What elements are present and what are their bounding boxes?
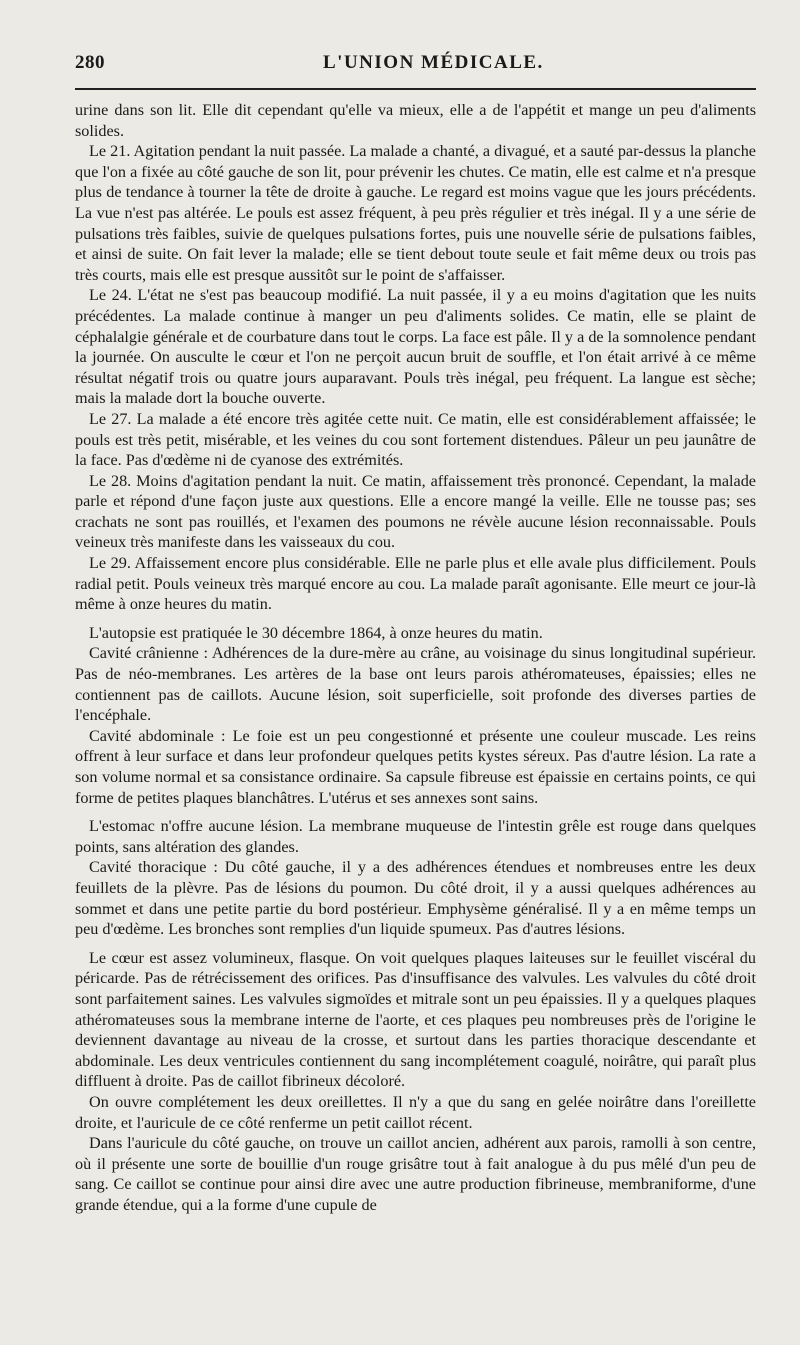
paragraph: Cavité thoracique : Du côté gauche, il y a des adhérences étendues et nombreuses entre les deux feuillets de la plèvre. Pas de lésions du poumon. Du côté droit, il y a aussi quelques adhérences au sommet et dans une petite partie du bord postérieur. Emphysème généralisé. Il y a en même temps un peu d'œdème. Les bronches sont remplies d'un liquide spumeux. Pas d'autres lésions. — [75, 858, 756, 939]
paragraph: Le 28. Moins d'agitation pendant la nuit. Ce matin, affaissement très prononcé. Cependant, la malade parle et répond d'une façon juste aux questions. Elle a encore mangé la veille. Elle ne tousse pas; ses crachats ne sont pas rouillés, et l'examen des poumons ne révèle aucune lésion reconnaissable. Pouls veineux très manifeste dans les vaisseaux du cou. — [75, 471, 756, 552]
paragraph: Le 27. La malade a été encore très agitée cette nuit. Ce matin, elle est considérablement affaissée; le pouls est très petit, misérable, et les veines du cou sont fortement distendues. Pâleur un peu jaunâtre de la face. Pas d'œdème ni de cyanose des extrémités. — [75, 409, 756, 470]
running-header — [75, 52, 756, 74]
paragraph: On ouvre complétement les deux oreillettes. Il n'y a que du sang en gelée noirâtre dans l'oreillette droite, et l'auricule de ce côté renferme un petit caillot récent. — [75, 1092, 756, 1132]
paragraph: Cavité abdominale : Le foie est un peu congestionné et présente une couleur muscade. Les reins offrent à leur surface et dans leur profondeur quelques petits kystes séreux. Pas d'autre lésion. La rate a son volume normal et sa consistance ordinaire. Sa capsule fibreuse est épaissie en certains points, ce qui forme de petites plaques blanchâtres. L'utérus et ses annexes sont sains. — [75, 726, 756, 807]
paragraph: Le cœur est assez volumineux, flasque. On voit quelques plaques laiteuses sur le feuillet viscéral du péricarde. Pas de rétrécissement des orifices. Pas d'insuffisance des valvules. Les valvules du côté droit sont parfaitement saines. Les valvules sigmoïdes et mitrale sont un peu épaissies. Il y a quelques plaques athéromateuses sous la membrane interne de l'aorte, et ces plaques peu nombreuses près de l'origine le deviennent davantage au niveau de la crosse, et surtout dans les parties thoracique descendante et abdominale. Les deux ventricules contiennent du sang incomplétement coagulé, noirâtre, qui paraît plus diffluent à droite. Pas de caillot fibrineux décoloré. — [75, 948, 756, 1091]
paragraph: Le 21. Agitation pendant la nuit passée. La malade a chanté, a divagué, et a sauté par-dessus la planche que l'on a fixée au côté gauche de son lit, pour prévenir les chutes. Ce matin, elle est calme et n'a presque plus de tendance à tourner la tête de droite à gauche. Le regard est moins vague que les jours précédents. La vue n'est pas altérée. Le pouls est assez fréquent, à peu près régulier et très inégal. Il y a une série de pulsations très faibles, suivie de quelques pulsations fortes, puis une nouvelle série de pulsations faibles, et ainsi de suite. On fait lever la malade; elle se tient debout toute seule et fait même deux ou trois pas très courts, mais elle est presque aussitôt sur le point de s'affaisser. — [75, 142, 756, 284]
paragraph: Cavité crânienne : Adhérences de la dure-mère au crâne, au voisinage du sinus longitudinal supérieur. Pas de néo-membranes. Les artères de la base ont leurs parois athéromateuses, épaissies; elles ne contiennent pas de caillots. Aucune lésion, soit superficielle, soit profonde des diverses parties de l'encéphale. — [75, 644, 756, 725]
paragraph: Le 29. Affaissement encore plus considérable. Elle ne parle plus et elle avale plus difficilement. Pouls radial petit. Pouls veineux très marqué encore au cou. La malade paraît agonisante. Elle meurt ce jour-là même à onze heures du matin. — [75, 554, 756, 614]
paragraph: Le 24. L'état ne s'est pas beaucoup modifié. La nuit passée, il y a eu moins d'agitation que les nuits précédentes. La malade continue à manger un peu d'aliments solides. Ce matin, elle se plaint de céphalalgie générale et de courbature dans tout le corps. La face est pâle. Il y a de la somnolence pendant la journée. On ausculte le cœur et l'on ne perçoit aucun bruit de souffle, et l'on était arrivé à ce même résultat négatif trois ou quatre jours auparavant. Pouls très inégal, peu fréquent. La langue est sèche; mais la malade dort la bouche ouverte. — [75, 286, 756, 408]
header-rule — [75, 88, 756, 90]
body-text — [75, 100, 756, 1215]
running-title: L'UNION MÉDICALE. — [323, 52, 544, 73]
paragraph: Dans l'auricule du côté gauche, on trouve un caillot ancien, adhérent aux parois, ramolli à son centre, où il présente une sorte de bouillie d'un rouge grisâtre tout à fait analogue à du pus mêlé d'un peu de sang. Ce caillot se continue pour ainsi dire avec une autre production fibrineuse, membraniforme, d'une grande étendue, qui a la forme d'une cupule de — [75, 1134, 756, 1214]
page-number: 280 — [75, 52, 105, 73]
paragraph: L'autopsie est pratiquée le 30 décembre 1864, à onze heures du matin. — [89, 623, 543, 642]
paragraph: urine dans son lit. Elle dit cependant qu'elle va mieux, elle a de l'appétit et mange un peu d'aliments solides. — [75, 101, 756, 140]
paragraph: L'estomac n'offre aucune lésion. La membrane muqueuse de l'intestin grêle est rouge dans quelques points, sans altération des glandes. — [75, 817, 756, 856]
